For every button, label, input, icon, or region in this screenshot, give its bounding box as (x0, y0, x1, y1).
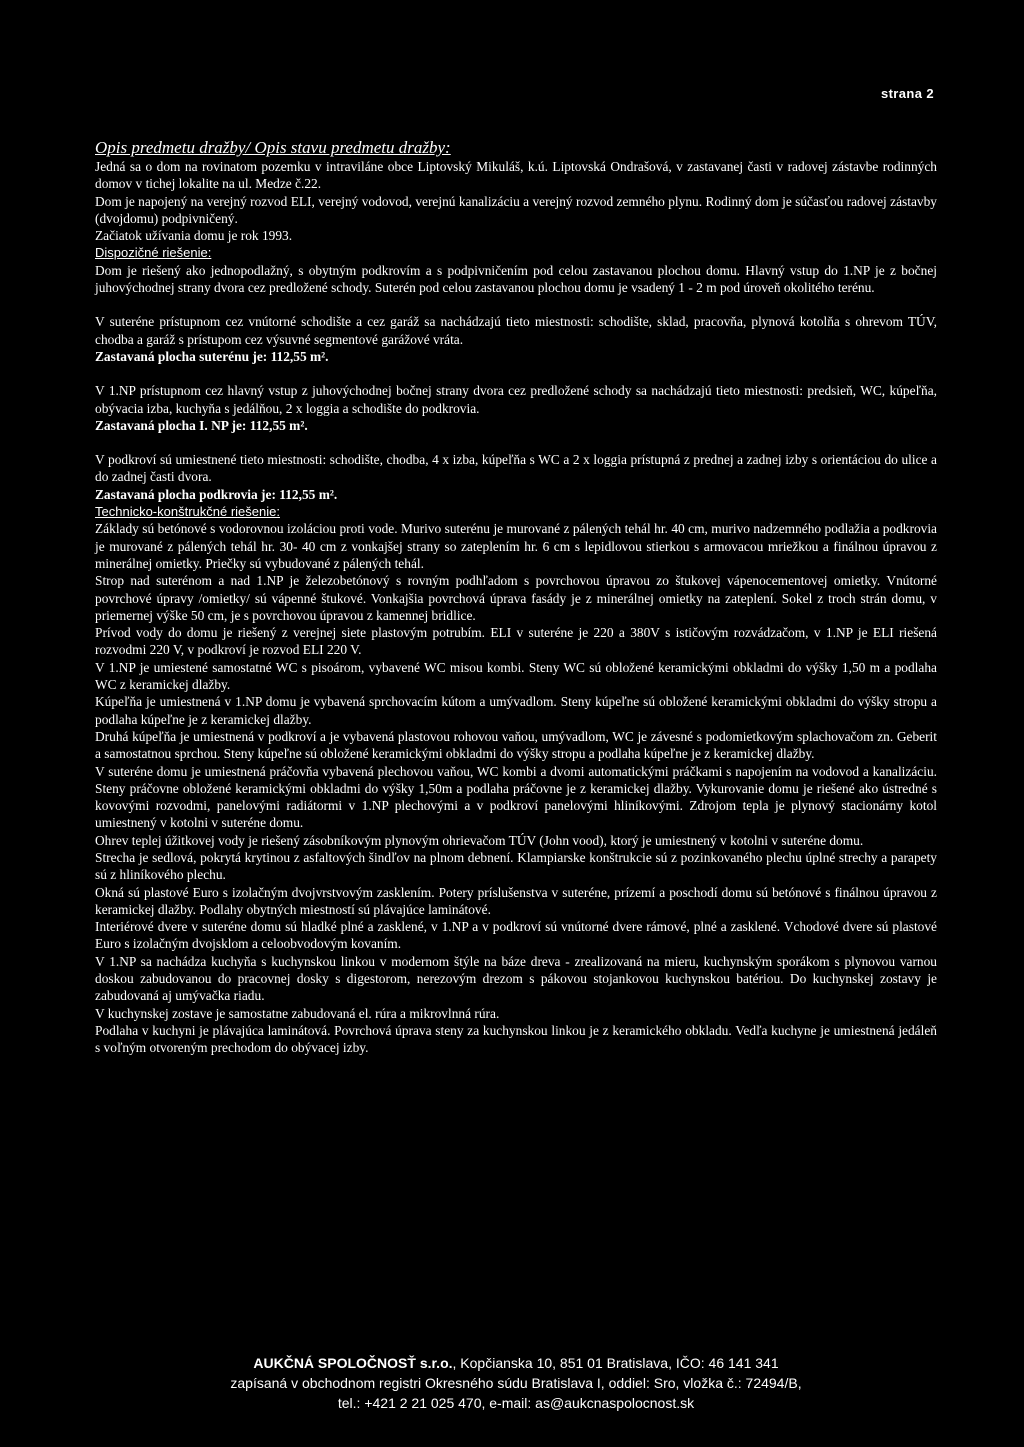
dispozicne-paragraph: Dom je riešený ako jednopodlažný, s obytným podkrovím a s podpivničením pod celou zastavanou plochou domu. Hlavný vstup do 1.NP je z bočnej juhovýchodnej strany dvora cez predložené schody. Suterén pod celou zastavanou plochou domu je vsadený 1 - 2 m pod úroveň okolitého terénu. (95, 262, 937, 296)
technicko-paragraph: Ohrev teplej úžitkovej vody je riešený zásobníkovým plynovým ohrievačom TÚV (John vood), ktorý je umiestnený v kotolni v suteréne domu. (95, 832, 864, 848)
podkrovie-area: Zastavaná plocha podkrovia je: 112,55 m². (95, 486, 338, 502)
page-number: strana 2 (880, 86, 934, 101)
technicko-paragraph: V kuchynskej zostave je samostatne zabudovaná el. rúra a mikrovlnná rúra. (95, 1005, 500, 1021)
technicko-paragraph: Strecha je sedlová, pokrytá krytinou z asfaltových šindľov na plnom debnení. Klampiarske konštrukcie sú z pozinkovaného plechu úplné strechy a parapety sú z hliníkového plechu. (95, 849, 937, 883)
technicko-paragraph: Kúpeľňa je umiestnená v 1.NP domu je vybavená sprchovacím kútom a umývadlom. Steny kúpeľne sú obložené keramickými obkladmi do výšky stropu a podlaha kúpeľne je z keramickej dlažby. (95, 694, 937, 727)
section-heading-technicko: Technicko-konštrukčné riešenie: (95, 504, 280, 520)
footer-contact: tel.: +421 2 21 025 470, e-mail: as@aukcnaspolocnost.sk (337, 1395, 695, 1411)
footer (95, 1353, 937, 1413)
technicko-paragraph: Strop nad suterénom a nad 1.NP je železobetónový s rovným podhľadom s povrchovou úpravou zo štukovej vápenocementovej omietky. Vnútorné povrchové úpravy /omietky/ sú vápenné štukové. Vonkajšia povrchová úprava fasády je z minerálnej omietky na zateplení. Sokel z troch strán domu, v priemernej výške 50 cm, je s povrchovou úpravou z kamennej bridlice. (95, 573, 937, 623)
technicko-paragraph: V 1.NP je umiestené samostatné WC s pisoárom, vybavené WC misou kombi. Steny WC sú obložené keramickými obkladmi do výšky 1,50 m a podlaha WC z keramickej dlažby. (95, 659, 937, 693)
intro-paragraph-utilities: Dom je napojený na verejný rozvod ELI, verejný vodovod, verejnú kanalizáciu a verejný rozvod zemného plynu. Rodinný dom je súčasťou radovej zástavby (dvojdomu) podpivničený. (95, 193, 937, 226)
technicko-paragraph: Podlaha v kuchyni je plávajúca laminátová. Povrchová úprava steny za kuchynskou linkou je z keramického obkladu. Vedľa kuchyne je umiestnená jedáleň s voľným otvoreným prechodom do obývacej izby. (95, 1022, 937, 1056)
np1-area: Zastavaná plocha I. NP je: 112,55 m². (95, 417, 308, 433)
suteren-paragraph: V suteréne prístupnom cez vnútorné schodište a cez garáž sa nachádzajú tieto miestnosti: schodište, sklad, pracovňa, plynová kotolňa s ohrevom TÚV, chodba a garáž s prístupom cez výsuvné segmentové garážové vráta. (95, 314, 937, 347)
technicko-paragraph: Prívod vody do domu je riešený z verejnej siete plastovým potrubím. ELI v suteréne je 220 a 380V s ističovým rozvádzačom, v 1.NP je ELI riešená rozvodmi 220 V, v podkroví je rozvod ELI 220 V. (95, 625, 937, 658)
intro-paragraph-location: Jedná sa o dom na rovinatom pozemku v intraviláne obce Liptovský Mikuláš, k.ú. Liptovská Ondrašová, v zastavanej časti v radovej zástavbe rodinných domov v tichej lokalite na ul. Medze č.22. (95, 159, 937, 192)
footer-registry: zapísaná v obchodnom registri Okresného súdu Bratislava I, oddiel: Sro, vložka č.: 72494/B, (230, 1375, 802, 1391)
technicko-paragraph: Základy sú betónové s vodorovnou izoláciou proti vode. Murivo suterénu je murované z pálených tehál hr. 40 cm, murivo nadzemného podlažia a podkrovia je murované z pálených tehál hr. 30- 40 cm z vonkajšej strany so zateplením hr. 6 cm s lepidlovou stierkou s armovacou mriežkou a finálnou úpravou z minerálnej omietky. Priečky sú vybudované z pálených tehál. (95, 521, 937, 571)
technicko-paragraph: Okná sú plastové Euro s izolačným dvojvrstvovým zasklením. Potery príslušenstva v suteréne, prízemí a poschodí domu sú betónové s finálnou úpravou z keramickej dlažby. Podlahy obytných miestností sú plávajúce laminátové. (95, 884, 937, 917)
document-title: Opis predmetu dražby/ Opis stavu predmetu dražby: (95, 138, 451, 157)
suteren-area: Zastavaná plocha suterénu je: 112,55 m². (95, 348, 329, 364)
technicko-paragraph: V 1.NP sa nachádza kuchyňa s kuchynskou linkou v modernom štýle na báze dreva - zrealizovaná na mieru, kuchynským sporákom s plynovou varnou doskou zabudovanou do pracovnej dosky s digestorom, nerezovým drezom s pákovou stojankovou kuchynskou batériou. Do kuchynskej zostavy je zabudovaná aj umývačka riadu. (95, 953, 937, 1004)
technicko-paragraph: Interiérové dvere v suteréne domu sú hladké plné a zasklené, v 1.NP a v podkroví sú vnútorné dvere rámové, plné a zasklené. Vchodové dvere sú plastové Euro s izolačným dvojsklom a celoobvodovým kovaním. (95, 919, 937, 952)
footer-company-line (95, 1353, 937, 1373)
technicko-paragraph: Druhá kúpeľňa je umiestnená v podkroví a je vybavená plastovou rohovou vaňou, umývadlom, WC je závesné s podomietkovým splachovačom zn. Geberit a samostatnou sprchou. Steny kúpeľne sú obložené keramickými obkladmi do výšky stropu a podlaha kúpeľne je z keramickej dlažby. (95, 728, 937, 762)
footer-address: , Kopčianska 10, 851 01 Bratislava, IČO: 46 141 341 (452, 1355, 779, 1371)
document-body (95, 138, 937, 1057)
technicko-paragraph: V suteréne domu je umiestnená práčovňa vybavená plechovou vaňou, WC kombi a dvomi automatickými práčkami s napojením na vodovod a kanalizáciu. Steny práčovne obložené keramickými obkladmi do výšky 1,50m a podlaha práčovne je z keramickej dlažby. Vykurovanie domu je riešené ako ústredné s kovovými rozvodmi, panelovými radiátormi v 1.NP plechovými a v podkroví panelovými hliníkovými. Zdrojom tepla je plynový stacionárny kotol umiestnený v kotolni v suteréne domu. (95, 763, 937, 831)
section-heading-dispozicne: Dispozičné riešenie: (95, 245, 212, 261)
footer-company-name: AUKČNÁ SPOLOČNOSŤ s.r.o. (253, 1355, 453, 1371)
np1-paragraph: V 1.NP prístupnom cez hlavný vstup z juhovýchodnej bočnej strany dvora cez predložené schody sa nachádzajú tieto miestnosti: predsieň, WC, kúpeľňa, obývacia izba, kuchyňa s jedálňou, 2 x loggia a schodište do podkrovia. (95, 383, 937, 416)
podkrovie-paragraph: V podkroví sú umiestnené tieto miestnosti: schodište, chodba, 4 x izba, kúpeľňa s WC a 2 x loggia prístupná z prednej a zadnej izby s orientáciou do ulice a do zadnej časti dvora. (95, 452, 937, 485)
intro-paragraph-year: Začiatok užívania domu je rok 1993. (95, 228, 293, 244)
